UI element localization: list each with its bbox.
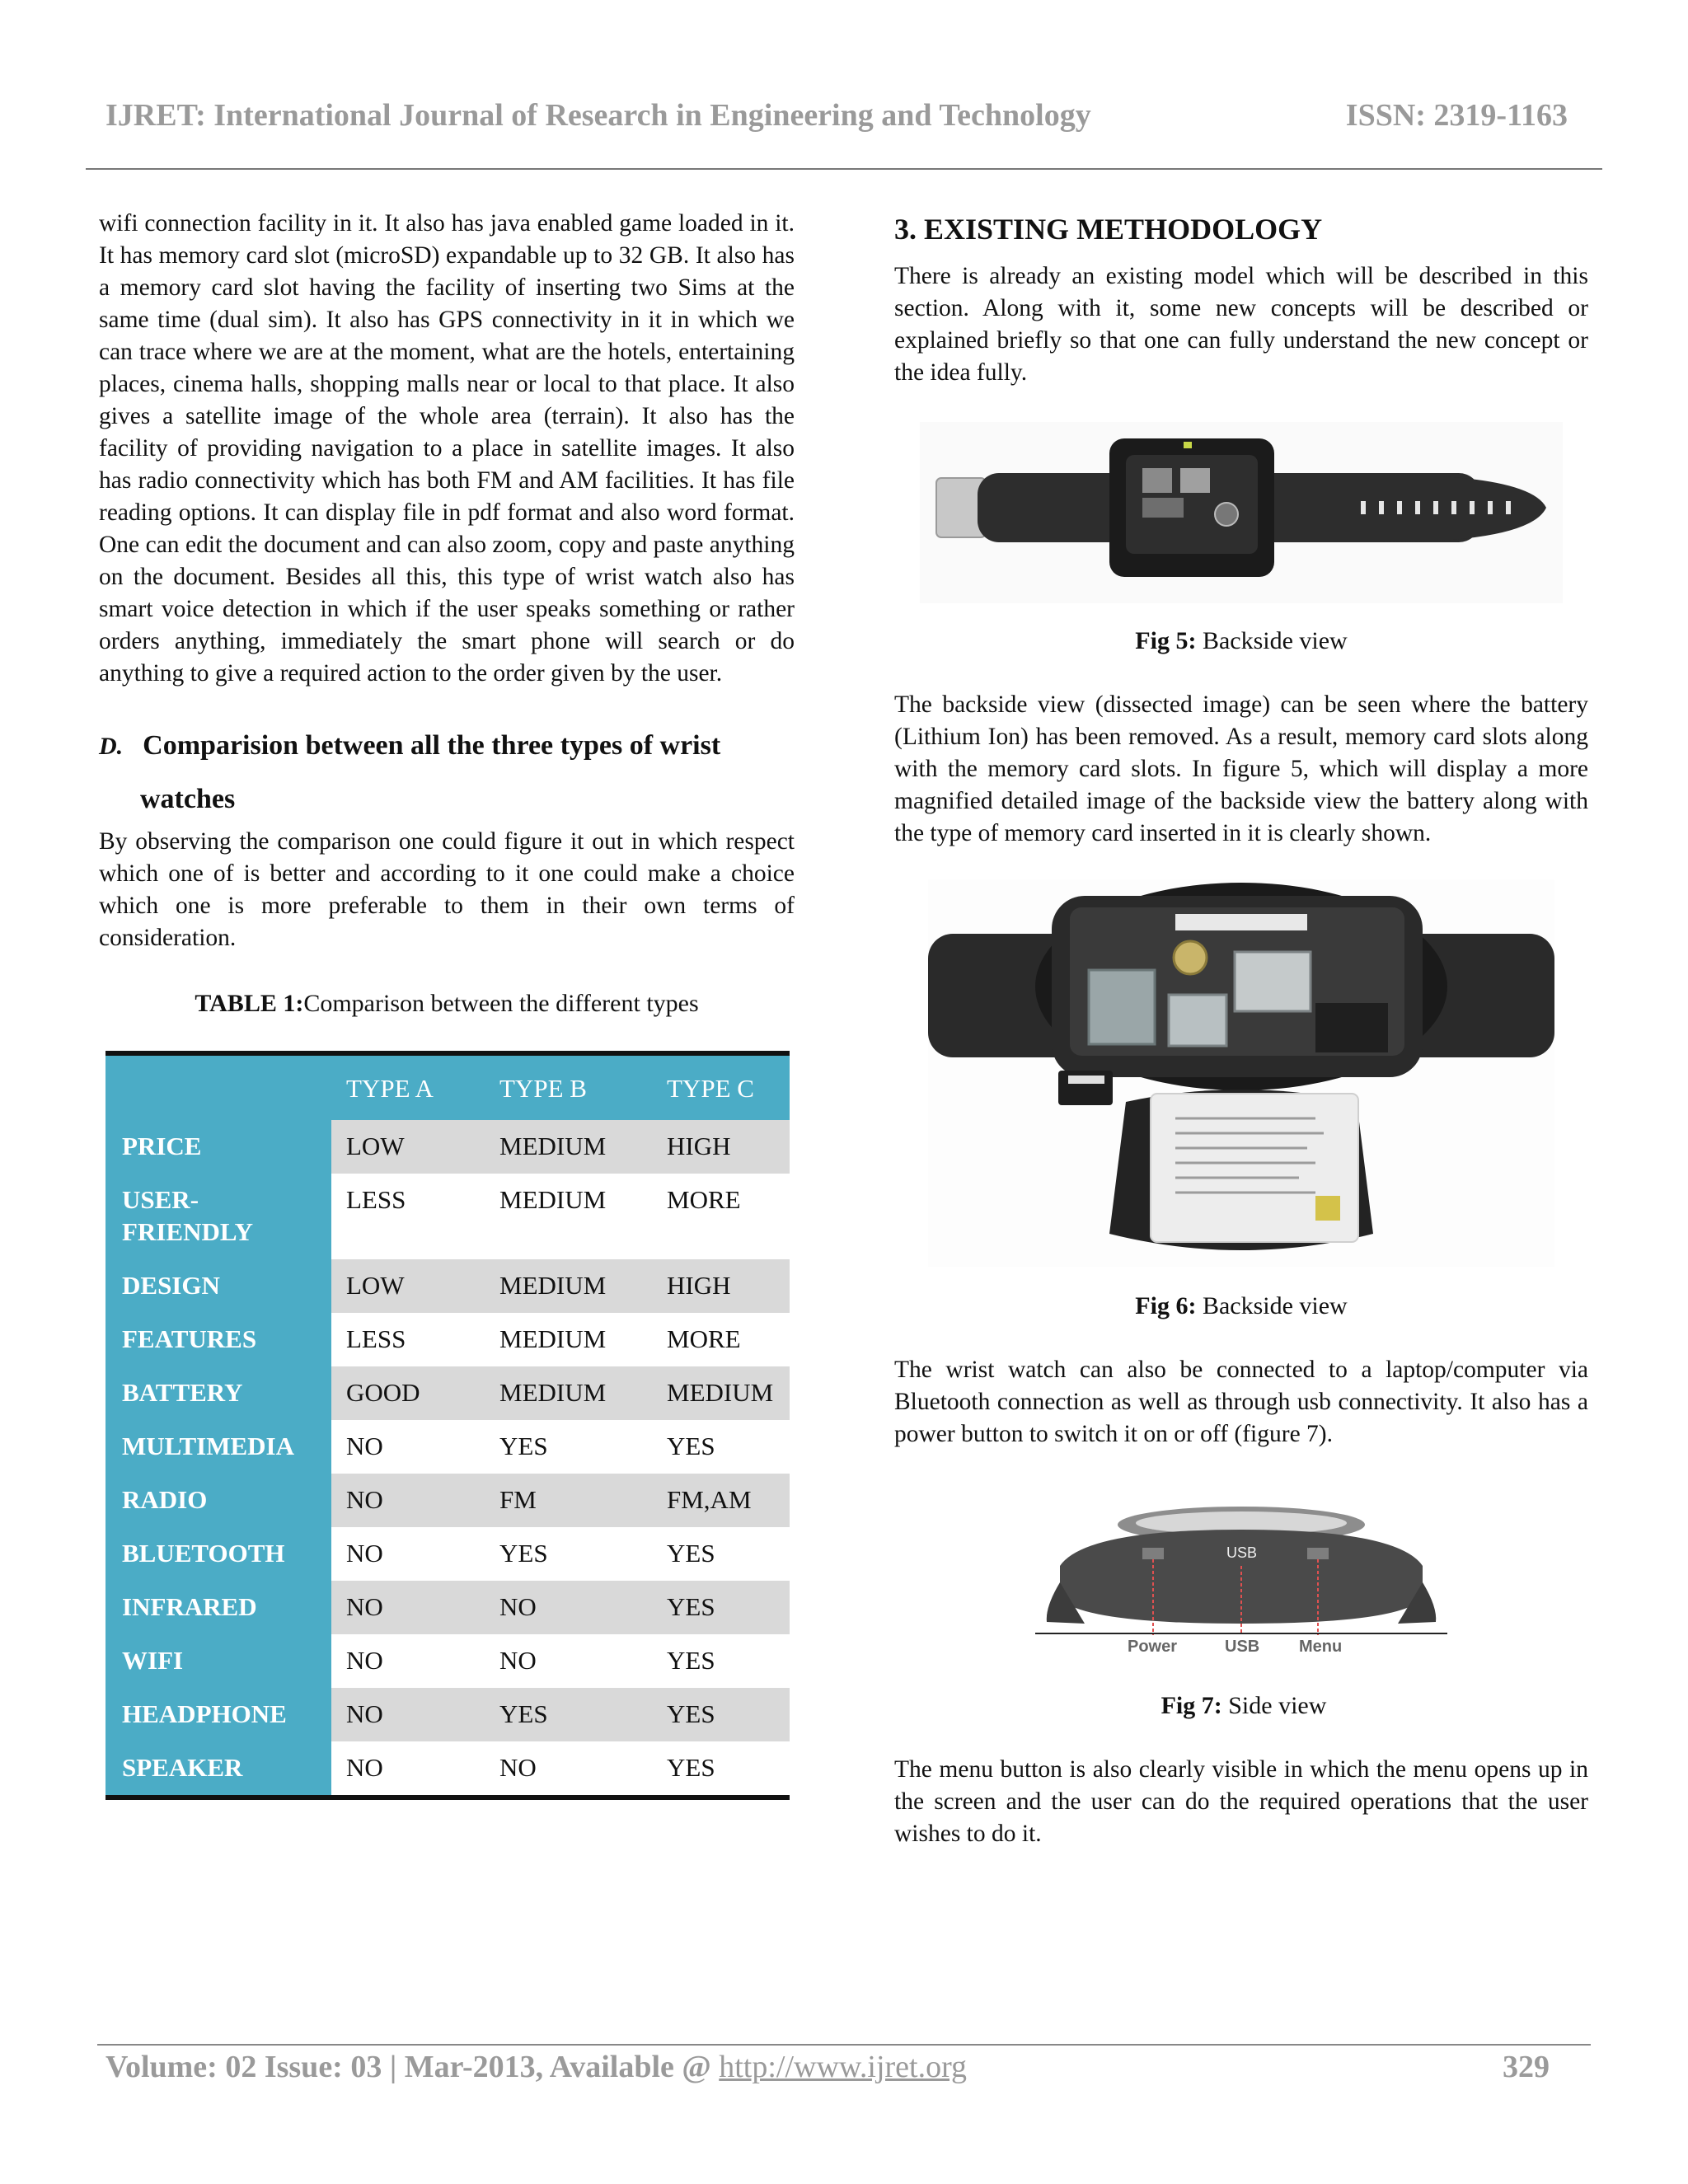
watch-battery-dissected-image <box>928 879 1554 1267</box>
table-cell: MEDIUM <box>485 1120 652 1174</box>
table-row <box>106 1313 790 1366</box>
table-row <box>106 1259 790 1313</box>
table-cell: FM <box>485 1474 652 1527</box>
table-cell: NO <box>331 1420 485 1474</box>
table-caption-label: TABLE 1: <box>195 990 304 1017</box>
figure-7-image <box>1035 1500 1447 1657</box>
row-label: INFRARED <box>106 1581 331 1634</box>
table-caption-text: Comparison between the different types <box>303 990 699 1017</box>
table-row <box>106 1581 790 1634</box>
table-row <box>106 1120 790 1174</box>
table-row <box>106 1527 790 1581</box>
fig7-usb-label: USB <box>1225 1638 1260 1656</box>
body-paragraph: The backside view (dissected image) can be seen where the battery (Lithium Ion) has been removed. As a result, memory card slots along with the memory card slots. In figure 5, which will display a more magnified detailed image of the backside view the battery along with the type of memory card inserted in it is clearly shown. <box>894 691 1588 846</box>
table-cell: YES <box>485 1527 652 1581</box>
figure-5-label: Fig 5: <box>1135 627 1197 654</box>
body-paragraph: The wrist watch can also be connected to a laptop/computer via Bluetooth connection as well as through usb connectivity. It also has a power button to switch it on or off (figure 7). <box>894 1357 1588 1447</box>
right-column <box>894 208 1588 1850</box>
row-label: SPEAKER <box>106 1741 331 1797</box>
fig7-power-label: Power <box>1128 1638 1178 1656</box>
subsection-title-line1: Comparision between all the three types of wrist <box>143 730 721 761</box>
table-cell: YES <box>485 1420 652 1474</box>
table-cell: MORE <box>652 1174 790 1259</box>
page-number: 329 <box>1503 2050 1550 2084</box>
figure-5-caption <box>894 625 1588 657</box>
table-cell: YES <box>652 1688 790 1741</box>
body-paragraph: The menu button is also clearly visible in which the menu opens up in the screen and the user can do the required operations that the user wishes to do it. <box>894 1756 1588 1847</box>
row-label: MULTIMEDIA <box>106 1420 331 1474</box>
journal-title: IJRET: International Journal of Research in Engineering and Technology <box>106 98 1091 133</box>
table-cell: LOW <box>331 1120 485 1174</box>
table-cell: NO <box>331 1741 485 1797</box>
table-cell: GOOD <box>331 1366 485 1420</box>
figure-5-text: Backside view <box>1202 627 1348 654</box>
figure-6-image <box>928 879 1554 1267</box>
watch-side-view-image <box>1035 1500 1447 1657</box>
table-cell: YES <box>652 1581 790 1634</box>
row-label: USER-FRIENDLY <box>106 1174 331 1259</box>
table-caption <box>99 987 795 1019</box>
subsection-heading <box>99 719 795 826</box>
table-cell: MORE <box>652 1313 790 1366</box>
figure-6-caption <box>894 1290 1588 1322</box>
subsection-title-line2: watches <box>140 784 236 814</box>
table-cell: YES <box>652 1741 790 1797</box>
row-label: RADIO <box>106 1474 331 1527</box>
row-label: BLUETOOTH <box>106 1527 331 1581</box>
left-column <box>99 208 795 1800</box>
body-paragraph: There is already an existing model which will be described in this section. Along with it, some new concepts will be described or explained briefly so that one can fully understand the new concept or the idea fully. <box>894 263 1588 386</box>
table-cell: MEDIUM <box>652 1366 790 1420</box>
figure-7-caption <box>894 1690 1588 1722</box>
fig7-menu-label: Menu <box>1299 1638 1343 1656</box>
table-row <box>106 1474 790 1527</box>
table-header-cell: TYPE A <box>331 1053 485 1120</box>
header-rule <box>86 168 1602 170</box>
footer-volume: Volume: 02 Issue: 03 | Mar-2013, Available @ <box>106 2050 711 2084</box>
table-cell: NO <box>485 1634 652 1688</box>
body-paragraph: wifi connection facility in it. It also has java enabled game loaded in it. It has memory card slot (microSD) expandable up to 32 GB. It also has a memory card slot having the facility of inserting two Sims at the same time (dual sim). It also has GPS connectivity in it in which we can trace where we are at the moment, what are the hotels, entertaining places, cinema halls, shopping malls near or local to that place. It also gives a satellite image of the whole area (terrain). It also has the facility of providing navigation to a place in satellite images. It also has radio connectivity which has both FM and AM facilities. It has file reading options. It can display file in pdf format and also word format. One can edit the document and can also zoom, copy and paste anything on the document. Besides all this, this type of wrist watch also has smart voice detection in which if the user speaks something or rather orders anything, immediately the smart phone will search or do anything to give a required action to the order given by the user. <box>99 210 795 687</box>
row-label: HEADPHONE <box>106 1688 331 1741</box>
page-header <box>91 97 1597 147</box>
page-footer <box>106 2049 1582 2085</box>
section-heading: 3. EXISTING METHODOLOGY <box>894 213 1323 246</box>
table-cell: MEDIUM <box>485 1313 652 1366</box>
table-cell: HIGH <box>652 1259 790 1313</box>
table-cell: HIGH <box>652 1120 790 1174</box>
fig7-usb-top-label: USB <box>1226 1544 1258 1561</box>
table-cell: MEDIUM <box>485 1366 652 1420</box>
row-label: BATTERY <box>106 1366 331 1420</box>
table-cell: NO <box>331 1634 485 1688</box>
figure-6-text: Backside view <box>1202 1292 1348 1319</box>
figure-5-image <box>920 422 1563 603</box>
table-cell: NO <box>485 1741 652 1797</box>
table-cell: LESS <box>331 1174 485 1259</box>
row-label: FEATURES <box>106 1313 331 1366</box>
footer-url-link[interactable]: http://www.ijret.org <box>719 2050 968 2084</box>
table-cell: YES <box>652 1420 790 1474</box>
figure-7-text: Side view <box>1228 1692 1327 1719</box>
figure-7-label: Fig 7: <box>1160 1692 1222 1719</box>
table-cell: NO <box>331 1688 485 1741</box>
subsection-letter: D. <box>99 733 124 760</box>
table-row <box>106 1366 790 1420</box>
table-cell: YES <box>652 1527 790 1581</box>
table-cell: LOW <box>331 1259 485 1313</box>
row-label: WIFI <box>106 1634 331 1688</box>
table-row <box>106 1741 790 1797</box>
row-label: DESIGN <box>106 1259 331 1313</box>
table-row <box>106 1634 790 1688</box>
table-cell: YES <box>652 1634 790 1688</box>
footer-rule <box>97 2044 1591 2046</box>
table-cell: NO <box>331 1581 485 1634</box>
table-cell: FM,AM <box>652 1474 790 1527</box>
table-header-cell: TYPE B <box>485 1053 652 1120</box>
table-header-cell: TYPE C <box>652 1053 790 1120</box>
table-cell: YES <box>485 1688 652 1741</box>
issn: ISSN: 2319-1163 <box>1345 98 1568 133</box>
watch-backside-strap-image <box>920 422 1563 603</box>
comparison-table <box>106 1051 790 1800</box>
table-cell: LESS <box>331 1313 485 1366</box>
table-header-row <box>106 1053 790 1120</box>
body-paragraph: By observing the comparison one could figure it out in which respect which one of is better and according to it one could make a choice which one is more preferable to them in their own terms of consideration. <box>99 828 795 951</box>
table-cell: NO <box>331 1527 485 1581</box>
table-cell: MEDIUM <box>485 1174 652 1259</box>
figure-6-label: Fig 6: <box>1135 1292 1197 1319</box>
table-row <box>106 1174 790 1259</box>
row-label: PRICE <box>106 1120 331 1174</box>
table-cell: MEDIUM <box>485 1259 652 1313</box>
table-row <box>106 1420 790 1474</box>
table-header-cell <box>106 1053 331 1120</box>
table-cell: NO <box>485 1581 652 1634</box>
table-row <box>106 1688 790 1741</box>
table-cell: NO <box>331 1474 485 1527</box>
